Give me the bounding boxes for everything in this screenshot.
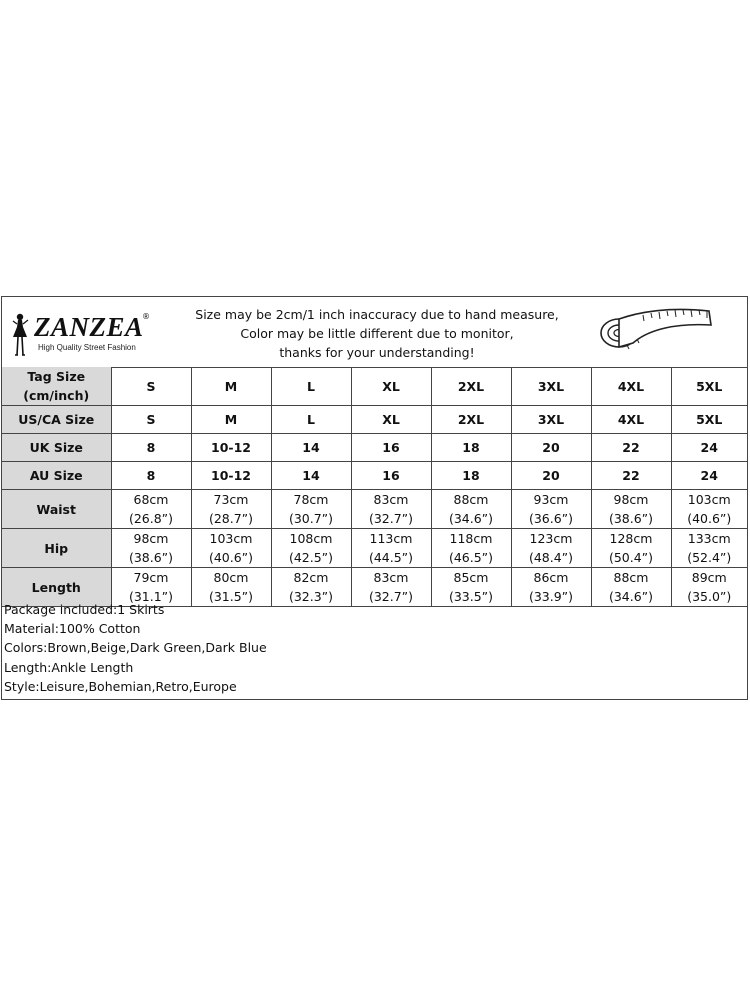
size-cell: 24: [671, 434, 747, 462]
size-chart: [1, 296, 748, 700]
measurement-cell: [111, 529, 191, 568]
row-header-unit: (cm/inch): [23, 388, 90, 403]
size-cell: 8: [111, 434, 191, 462]
size-cell: 4XL: [591, 406, 671, 434]
row-header: Hip: [2, 529, 111, 568]
measurement-cm: 85cm: [453, 570, 489, 585]
measurement-inch: (32.3”): [288, 589, 334, 604]
size-cell: 16: [351, 434, 431, 462]
measurement-cm: 98cm: [133, 531, 169, 546]
size-cell: M: [191, 406, 271, 434]
measurement-cm: 93cm: [533, 492, 569, 507]
size-cell: 22: [591, 462, 671, 490]
measurement-inch: (34.6”): [448, 511, 494, 526]
brand-tagline: High Quality Street Fashion: [38, 343, 136, 352]
measurement-inch: (40.6”): [687, 511, 732, 526]
product-details: [4, 600, 744, 696]
size-cell: 18: [431, 434, 511, 462]
notice-line: Size may be 2cm/1 inch inaccuracy due to hand measure,: [195, 307, 559, 322]
measurement-cm: 80cm: [213, 570, 249, 585]
size-cell: 20: [511, 434, 591, 462]
measurement-inch: (36.6”): [528, 511, 574, 526]
size-cell: XL: [351, 367, 431, 406]
measurement-inch: (31.1”): [128, 589, 174, 604]
measurement-cell: [191, 490, 271, 529]
size-cell: 24: [671, 462, 747, 490]
measurement-inch: (26.8”): [128, 511, 174, 526]
size-cell: 14: [271, 434, 351, 462]
size-cell: 5XL: [671, 367, 747, 406]
measuring-tape-icon: [597, 303, 715, 361]
measurement-cm: 128cm: [609, 531, 653, 546]
measurement-inch: (48.4”): [528, 550, 574, 565]
measurement-cm: 113cm: [369, 531, 413, 546]
tag-size-row: [2, 367, 747, 406]
detail-material: Material:100% Cotton: [4, 621, 141, 637]
measurement-cell: [351, 529, 431, 568]
measurement-inch: (30.7”): [288, 511, 334, 526]
notice-line: Color may be little different due to monitor,: [240, 326, 514, 341]
measurement-cm: 86cm: [533, 570, 569, 585]
measurement-cm: 108cm: [289, 531, 333, 546]
size-cell: 8: [111, 462, 191, 490]
measurement-cm: 103cm: [687, 492, 731, 507]
brand-name: ZANZEA: [34, 312, 144, 342]
size-cell: 14: [271, 462, 351, 490]
size-standard-row: [2, 406, 747, 434]
measurement-inch: (44.5”): [368, 550, 414, 565]
size-table: [2, 367, 747, 607]
measurement-inch: (28.7”): [208, 511, 254, 526]
size-cell: 16: [351, 462, 431, 490]
measurement-cell: [591, 529, 671, 568]
measurement-inch: (38.6”): [608, 511, 654, 526]
measurement-inch: (42.5”): [288, 550, 334, 565]
row-header: Waist: [2, 490, 111, 529]
size-cell: L: [271, 406, 351, 434]
measurement-cm: 79cm: [133, 570, 169, 585]
size-cell: 20: [511, 462, 591, 490]
measurement-inch: (31.5”): [208, 589, 254, 604]
measurement-notice: [182, 305, 572, 362]
measurement-inch: (32.7”): [368, 511, 414, 526]
measurement-cell: [671, 490, 747, 529]
size-cell: 10-12: [191, 462, 271, 490]
detail-style: Style:Leisure,Bohemian,Retro,Europe: [4, 678, 237, 694]
brand-logo: [8, 311, 158, 359]
chart-header: [2, 297, 747, 368]
measurement-cell: [511, 529, 591, 568]
measurement-inch: (50.4”): [608, 550, 654, 565]
measurement-inch: (46.5”): [448, 550, 494, 565]
measurement-cm: 103cm: [209, 531, 253, 546]
size-cell: 4XL: [591, 367, 671, 406]
row-header: Length: [2, 568, 111, 607]
registered-mark: ®: [142, 312, 150, 321]
size-standard-row: [2, 462, 747, 490]
size-cell: 18: [431, 462, 511, 490]
size-cell: M: [191, 367, 271, 406]
dress-silhouette-icon: [10, 313, 30, 357]
measurement-cell: [431, 529, 511, 568]
size-cell: 3XL: [511, 367, 591, 406]
size-cell: S: [111, 406, 191, 434]
size-cell: L: [271, 367, 351, 406]
measurement-row: [2, 490, 747, 529]
measurement-inch: (35.0”): [687, 589, 732, 604]
measurement-inch: (38.6”): [128, 550, 174, 565]
size-cell: 22: [591, 434, 671, 462]
size-cell: XL: [351, 406, 431, 434]
detail-length: Length:Ankle Length: [4, 659, 134, 675]
measurement-cm: 68cm: [133, 492, 169, 507]
measurement-inch: (33.9”): [528, 589, 574, 604]
row-header-label: Tag Size: [27, 369, 86, 384]
measurement-inch: (52.4”): [687, 550, 732, 565]
measurement-cell: [431, 490, 511, 529]
measurement-cell: [271, 490, 351, 529]
size-cell: 10-12: [191, 434, 271, 462]
measurement-cm: 88cm: [613, 570, 649, 585]
measurement-cm: 118cm: [449, 531, 493, 546]
measurement-cm: 78cm: [293, 492, 329, 507]
size-cell: 2XL: [431, 367, 511, 406]
row-header-tag-size: [2, 367, 111, 406]
row-header: UK Size: [2, 434, 111, 462]
measurement-cell: [271, 529, 351, 568]
size-cell: 5XL: [671, 406, 747, 434]
measurement-cell: [191, 529, 271, 568]
measurement-inch: (40.6”): [208, 550, 254, 565]
measurement-cm: 73cm: [213, 492, 249, 507]
detail-package: Package included:1 Skirts: [4, 602, 165, 617]
size-cell: 2XL: [431, 406, 511, 434]
measurement-cell: [591, 490, 671, 529]
detail-colors: Colors:Brown,Beige,Dark Green,Dark Blue: [4, 640, 267, 656]
size-cell: 3XL: [511, 406, 591, 434]
measurement-inch: (33.5”): [448, 589, 494, 604]
measurement-cell: [671, 529, 747, 568]
measurement-row: [2, 529, 747, 568]
measurement-inch: (34.6”): [608, 589, 654, 604]
measurement-cm: 98cm: [613, 492, 649, 507]
size-cell: S: [111, 367, 191, 406]
measurement-cm: 83cm: [373, 570, 409, 585]
size-standard-row: [2, 434, 747, 462]
measurement-cm: 133cm: [687, 531, 731, 546]
measurement-cell: [511, 490, 591, 529]
measurement-cell: [111, 490, 191, 529]
measurement-cm: 123cm: [529, 531, 573, 546]
measurement-inch: (32.7”): [368, 589, 414, 604]
row-header: AU Size: [2, 462, 111, 490]
measurement-cm: 88cm: [453, 492, 489, 507]
measurement-cell: [351, 490, 431, 529]
size-table-body: [2, 367, 747, 607]
row-header: US/CA Size: [2, 406, 111, 434]
notice-line: thanks for your understanding!: [279, 345, 475, 360]
measurement-cm: 83cm: [373, 492, 409, 507]
measurement-cm: 89cm: [691, 570, 727, 585]
measurement-cm: 82cm: [293, 570, 329, 585]
